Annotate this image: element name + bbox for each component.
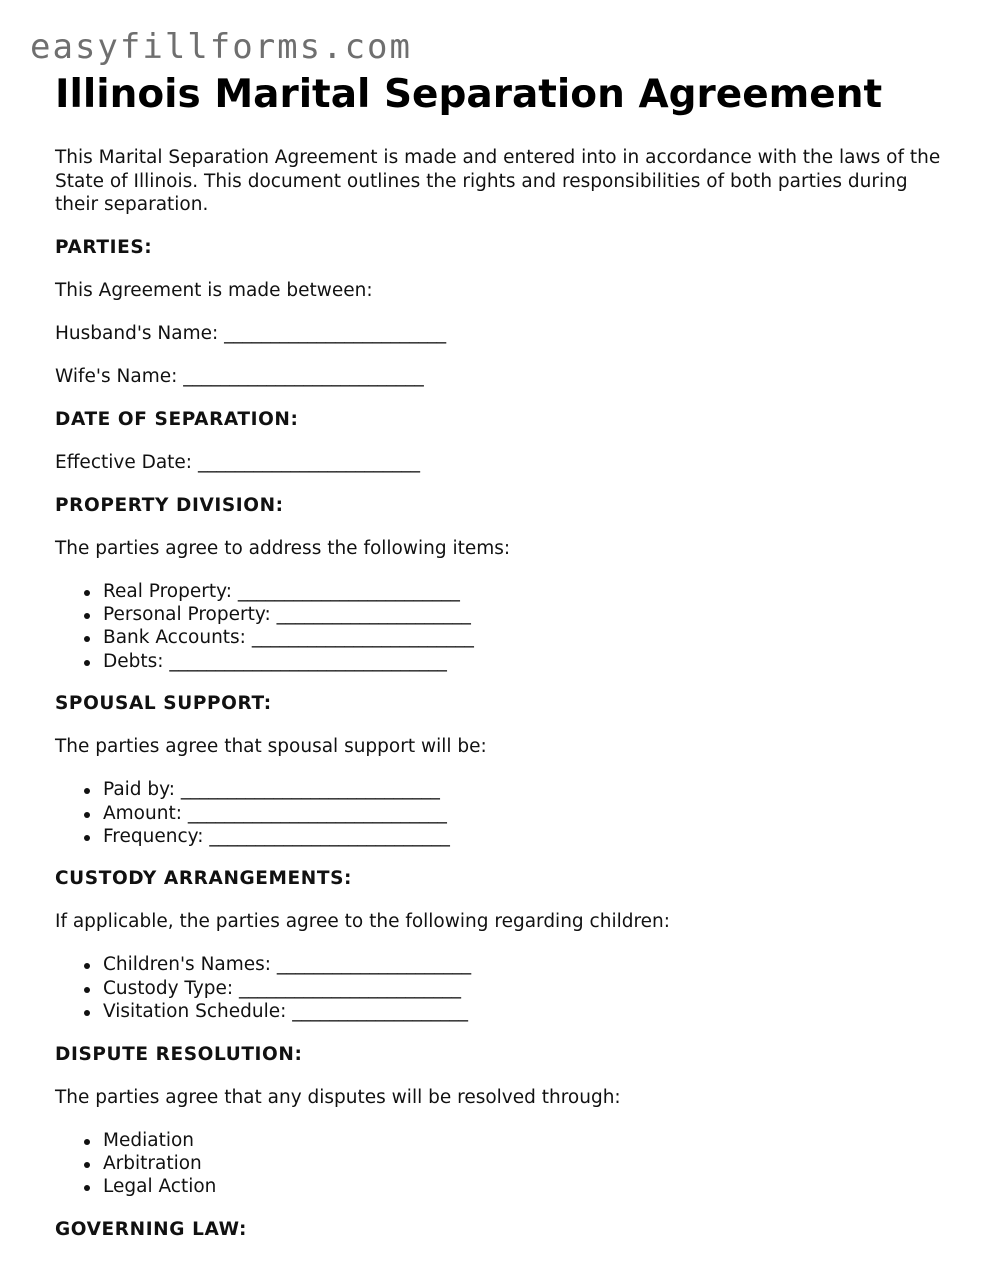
- frequency-label: Frequency:: [103, 825, 204, 847]
- dispute-resolution-text: The parties agree that any disputes will be resolved through:: [55, 1086, 621, 1108]
- wife-name-field: [55, 365, 955, 389]
- list-item: [103, 580, 955, 603]
- custody-type-blank[interactable]: ________________________: [239, 977, 462, 999]
- custody-type-label: Custody Type:: [103, 977, 234, 999]
- dispute-resolution-heading: DISPUTE RESOLUTION:: [55, 1043, 303, 1065]
- paid-by-label: Paid by:: [103, 779, 176, 801]
- childrens-names-label: Children's Names:: [103, 954, 272, 976]
- husband-name-label: Husband's Name:: [55, 323, 219, 344]
- visitation-schedule-label: Visitation Schedule:: [103, 1000, 287, 1022]
- custody-list: [55, 953, 955, 1023]
- list-item: [103, 1000, 955, 1023]
- personal-property-label: Personal Property:: [103, 604, 271, 626]
- intro-paragraph: This Marital Separation Agreement is made and entered into in accordance with the laws of the State of Illinois. This document outlines the rights and responsibilities of both parties during their separation.: [55, 147, 941, 215]
- childrens-names-blank[interactable]: _____________________: [276, 954, 472, 976]
- list-item: [103, 953, 955, 976]
- parties-heading: PARTIES:: [55, 237, 153, 258]
- real-property-label: Real Property:: [103, 581, 232, 602]
- parties-text: This Agreement is made between:: [55, 280, 373, 301]
- frequency-blank[interactable]: __________________________: [209, 825, 450, 847]
- spousal-support-text: The parties agree that spousal support will be:: [55, 736, 487, 758]
- list-item: [103, 977, 955, 1000]
- list-item: [103, 603, 955, 626]
- document-title: Illinois Marital Separation Agreement: [55, 72, 883, 117]
- bank-accounts-blank[interactable]: ________________________: [251, 627, 474, 649]
- list-item: [103, 802, 955, 825]
- effective-date-field: [55, 451, 955, 475]
- list-item: [103, 626, 955, 649]
- property-division-heading: PROPERTY DIVISION:: [55, 495, 284, 516]
- list-item: [103, 650, 955, 673]
- custody-text: If applicable, the parties agree to the following regarding children:: [55, 911, 671, 933]
- bank-accounts-label: Bank Accounts:: [103, 627, 246, 649]
- paid-by-blank[interactable]: ____________________________: [180, 779, 440, 801]
- wife-name-blank[interactable]: __________________________: [183, 366, 424, 387]
- governing-law-heading: GOVERNING LAW:: [55, 1218, 247, 1240]
- custody-heading: CUSTODY ARRANGEMENTS:: [55, 868, 353, 890]
- real-property-blank[interactable]: ________________________: [237, 581, 460, 602]
- watermark: easyfillforms.com: [30, 27, 412, 67]
- amount-blank[interactable]: ____________________________: [187, 802, 447, 824]
- spousal-support-heading: SPOUSAL SUPPORT:: [55, 693, 272, 715]
- list-item: Legal Action: [103, 1175, 955, 1198]
- dispute-resolution-list: [55, 1129, 955, 1199]
- effective-date-blank[interactable]: ________________________: [197, 452, 420, 473]
- visitation-schedule-blank[interactable]: ___________________: [292, 1000, 468, 1022]
- list-item: [103, 825, 955, 848]
- list-item: [103, 778, 955, 801]
- property-division-text: The parties agree to address the following items:: [55, 538, 511, 559]
- list-item: Arbitration: [103, 1152, 955, 1175]
- amount-label: Amount:: [103, 802, 182, 824]
- debts-label: Debts:: [103, 650, 164, 672]
- effective-date-label: Effective Date:: [55, 452, 193, 473]
- list-item: Mediation: [103, 1129, 955, 1152]
- wife-name-label: Wife's Name:: [55, 366, 178, 387]
- husband-name-field: [55, 322, 955, 346]
- property-division-list: [55, 580, 955, 673]
- husband-name-blank[interactable]: ________________________: [224, 323, 447, 344]
- spousal-support-list: [55, 778, 955, 848]
- debts-blank[interactable]: ______________________________: [169, 650, 447, 672]
- date-of-separation-heading: DATE OF SEPARATION:: [55, 409, 299, 430]
- document-page: [55, 70, 955, 1241]
- personal-property-blank[interactable]: _____________________: [276, 604, 471, 626]
